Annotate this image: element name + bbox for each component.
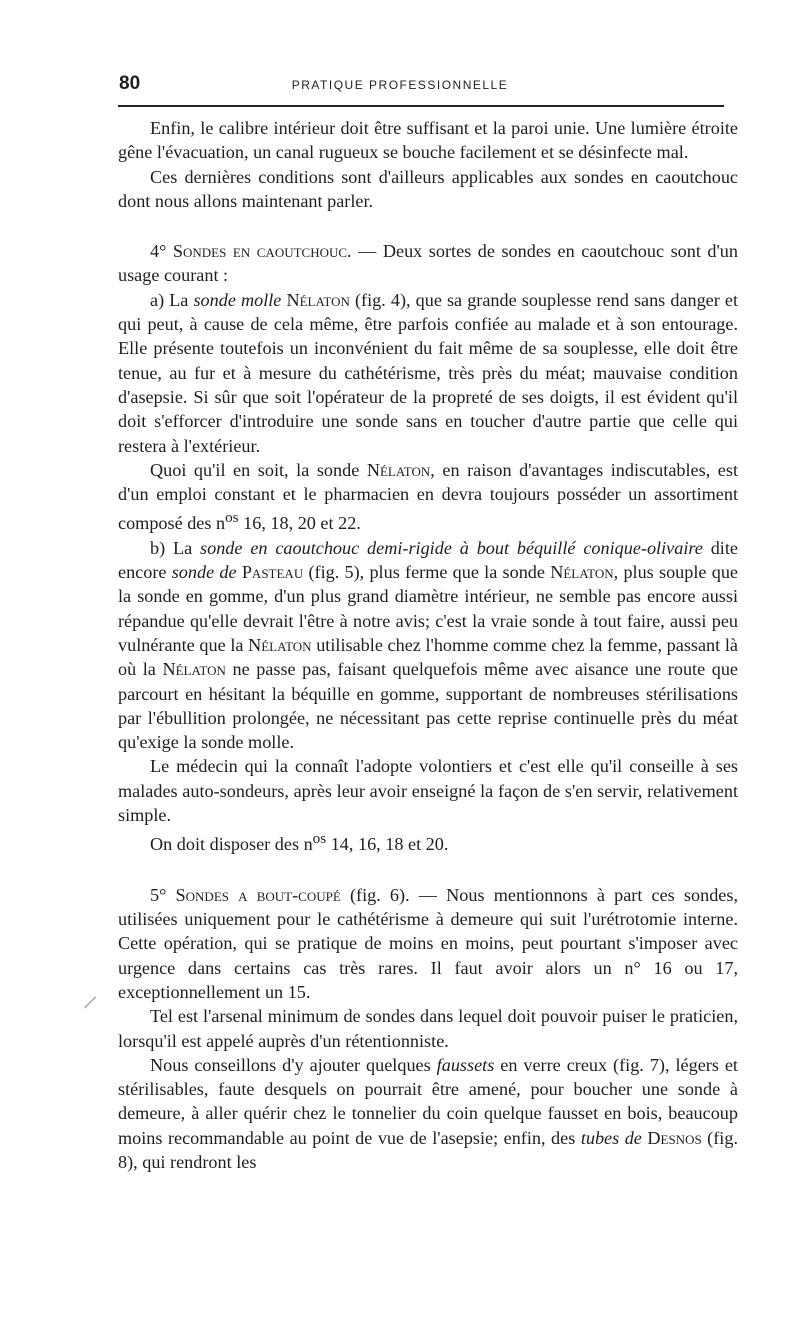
running-title: PRATIQUE PROFESSIONNELLE (291, 78, 509, 92)
paragraph: Le médecin qui la connaît l'adopte volontiers et c'est elle qu'il conseille à ses malades auto-sondeurs, après leur avoir enseigné la façon de s'en servir, relativement simple. (118, 756, 738, 826)
page-number: 80 (119, 73, 141, 94)
paragraph: Nous conseillons d'y ajouter quelques faussets en verre creux (fig. 7), légers et stérilisables, faute desquels on pourrait être amené, pour boucher une sonde à demeure, à aller quérir chez le tonnelier du coin quelque fausset en bois, beaucoup moins recommandable au point de vue de l'asepsie; enfin, des tubes de Desnos (fig. 8), qui rendront les (118, 1054, 738, 1172)
section-5-paragraph: 5° Sondes a bout-coupé (fig. 6). — Nous mentionnons à part ces sondes, utilisées uniquement pour le cathétérisme à demeure qui suit l'urétrotomie interne. Cette opération, qui se pratique de moins en moins, peut pourtant s'imposer avec urgence dans certains cas très rares. Il faut avoir alors un n° 16 ou 17, exceptionnellement un 15. (118, 884, 738, 1002)
paragraph: Ces dernières conditions sont d'ailleurs applicables aux sondes en caoutchouc dont nous allons maintenant parler. (118, 166, 738, 211)
body-text (118, 116, 738, 1174)
paragraph: Enfin, le calibre intérieur doit être suffisant et la paroi unie. Une lumière étroite gêne l'évacuation, un canal rugueux se bouche facilement et se désinfecte mal. (118, 118, 738, 163)
paragraph: Tel est l'arsenal minimum de sondes dans lequel doit pouvoir puiser le praticien, lorsqu'il est appelé auprès d'un rétentionniste. (118, 1006, 738, 1051)
section-4-paragraph: 4° Sondes en caoutchouc. — Deux sortes de sondes en caoutchouc sont d'un usage courant : (118, 241, 738, 286)
paragraph: Quoi qu'il en soit, la sonde Nélaton, en raison d'avantages indiscutables, est d'un emploi constant et le pharmacien en devra toujours posséder un assortiment composé des $n^{os}$ 16, 18, 20 et 22. (118, 459, 738, 534)
paragraph: On doit disposer des $n^{os}$ 14, 16, 18 et 20. (150, 830, 449, 855)
section-heading: 5° Sondes a bout-coupé (150, 884, 341, 905)
header-rule (118, 105, 724, 107)
paragraph: a) La sonde molle Nélaton (fig. 4), que sa grande souplesse rend sans danger et qui peut, à cause de cela même, être parfois confiée au malade et à son entourage. Elle présente toutefois un inconvénient du fait même de sa souplesse, elle doit être tenue, au fur et à mesure du cathétérisme, très près du méat; mauvaise condition d'asepsie. Si sûr que soit l'opérateur de la propreté de ses doigts, il est évident qu'il doit s'efforcer d'introduire une sonde sans en toucher d'autre partie que celle qui restera à l'extérieur. (118, 289, 739, 456)
margin-mark (84, 996, 96, 1008)
section-heading: 4° Sondes en caoutchouc. (150, 241, 352, 262)
paragraph: b) La sonde en caoutchouc demi-rigide à bout béquillé conique-olivaire dite encore sonde de Pasteau (fig. 5), plus ferme que la sonde Nélaton, plus souple que la sonde en gomme, d'un plus grand diamètre intérieur, ne semble pas encore aussi répandue qu'elle devrait l'être à notre avis; c'est la vraie sonde à tout faire, aussi peu vulnérante que la Nélaton utilisable chez l'homme comme chez la femme, passant là où la Nélaton ne passe pas, faisant quelquefois même avec aisance une route que parcourt en hésitant la béquille en gomme, supportant de nombreuses stérilisations par l'ébullition prolongée, ne nécessitant pas cette reprise continuelle près du méat qu'exige la sonde molle. (118, 537, 738, 753)
